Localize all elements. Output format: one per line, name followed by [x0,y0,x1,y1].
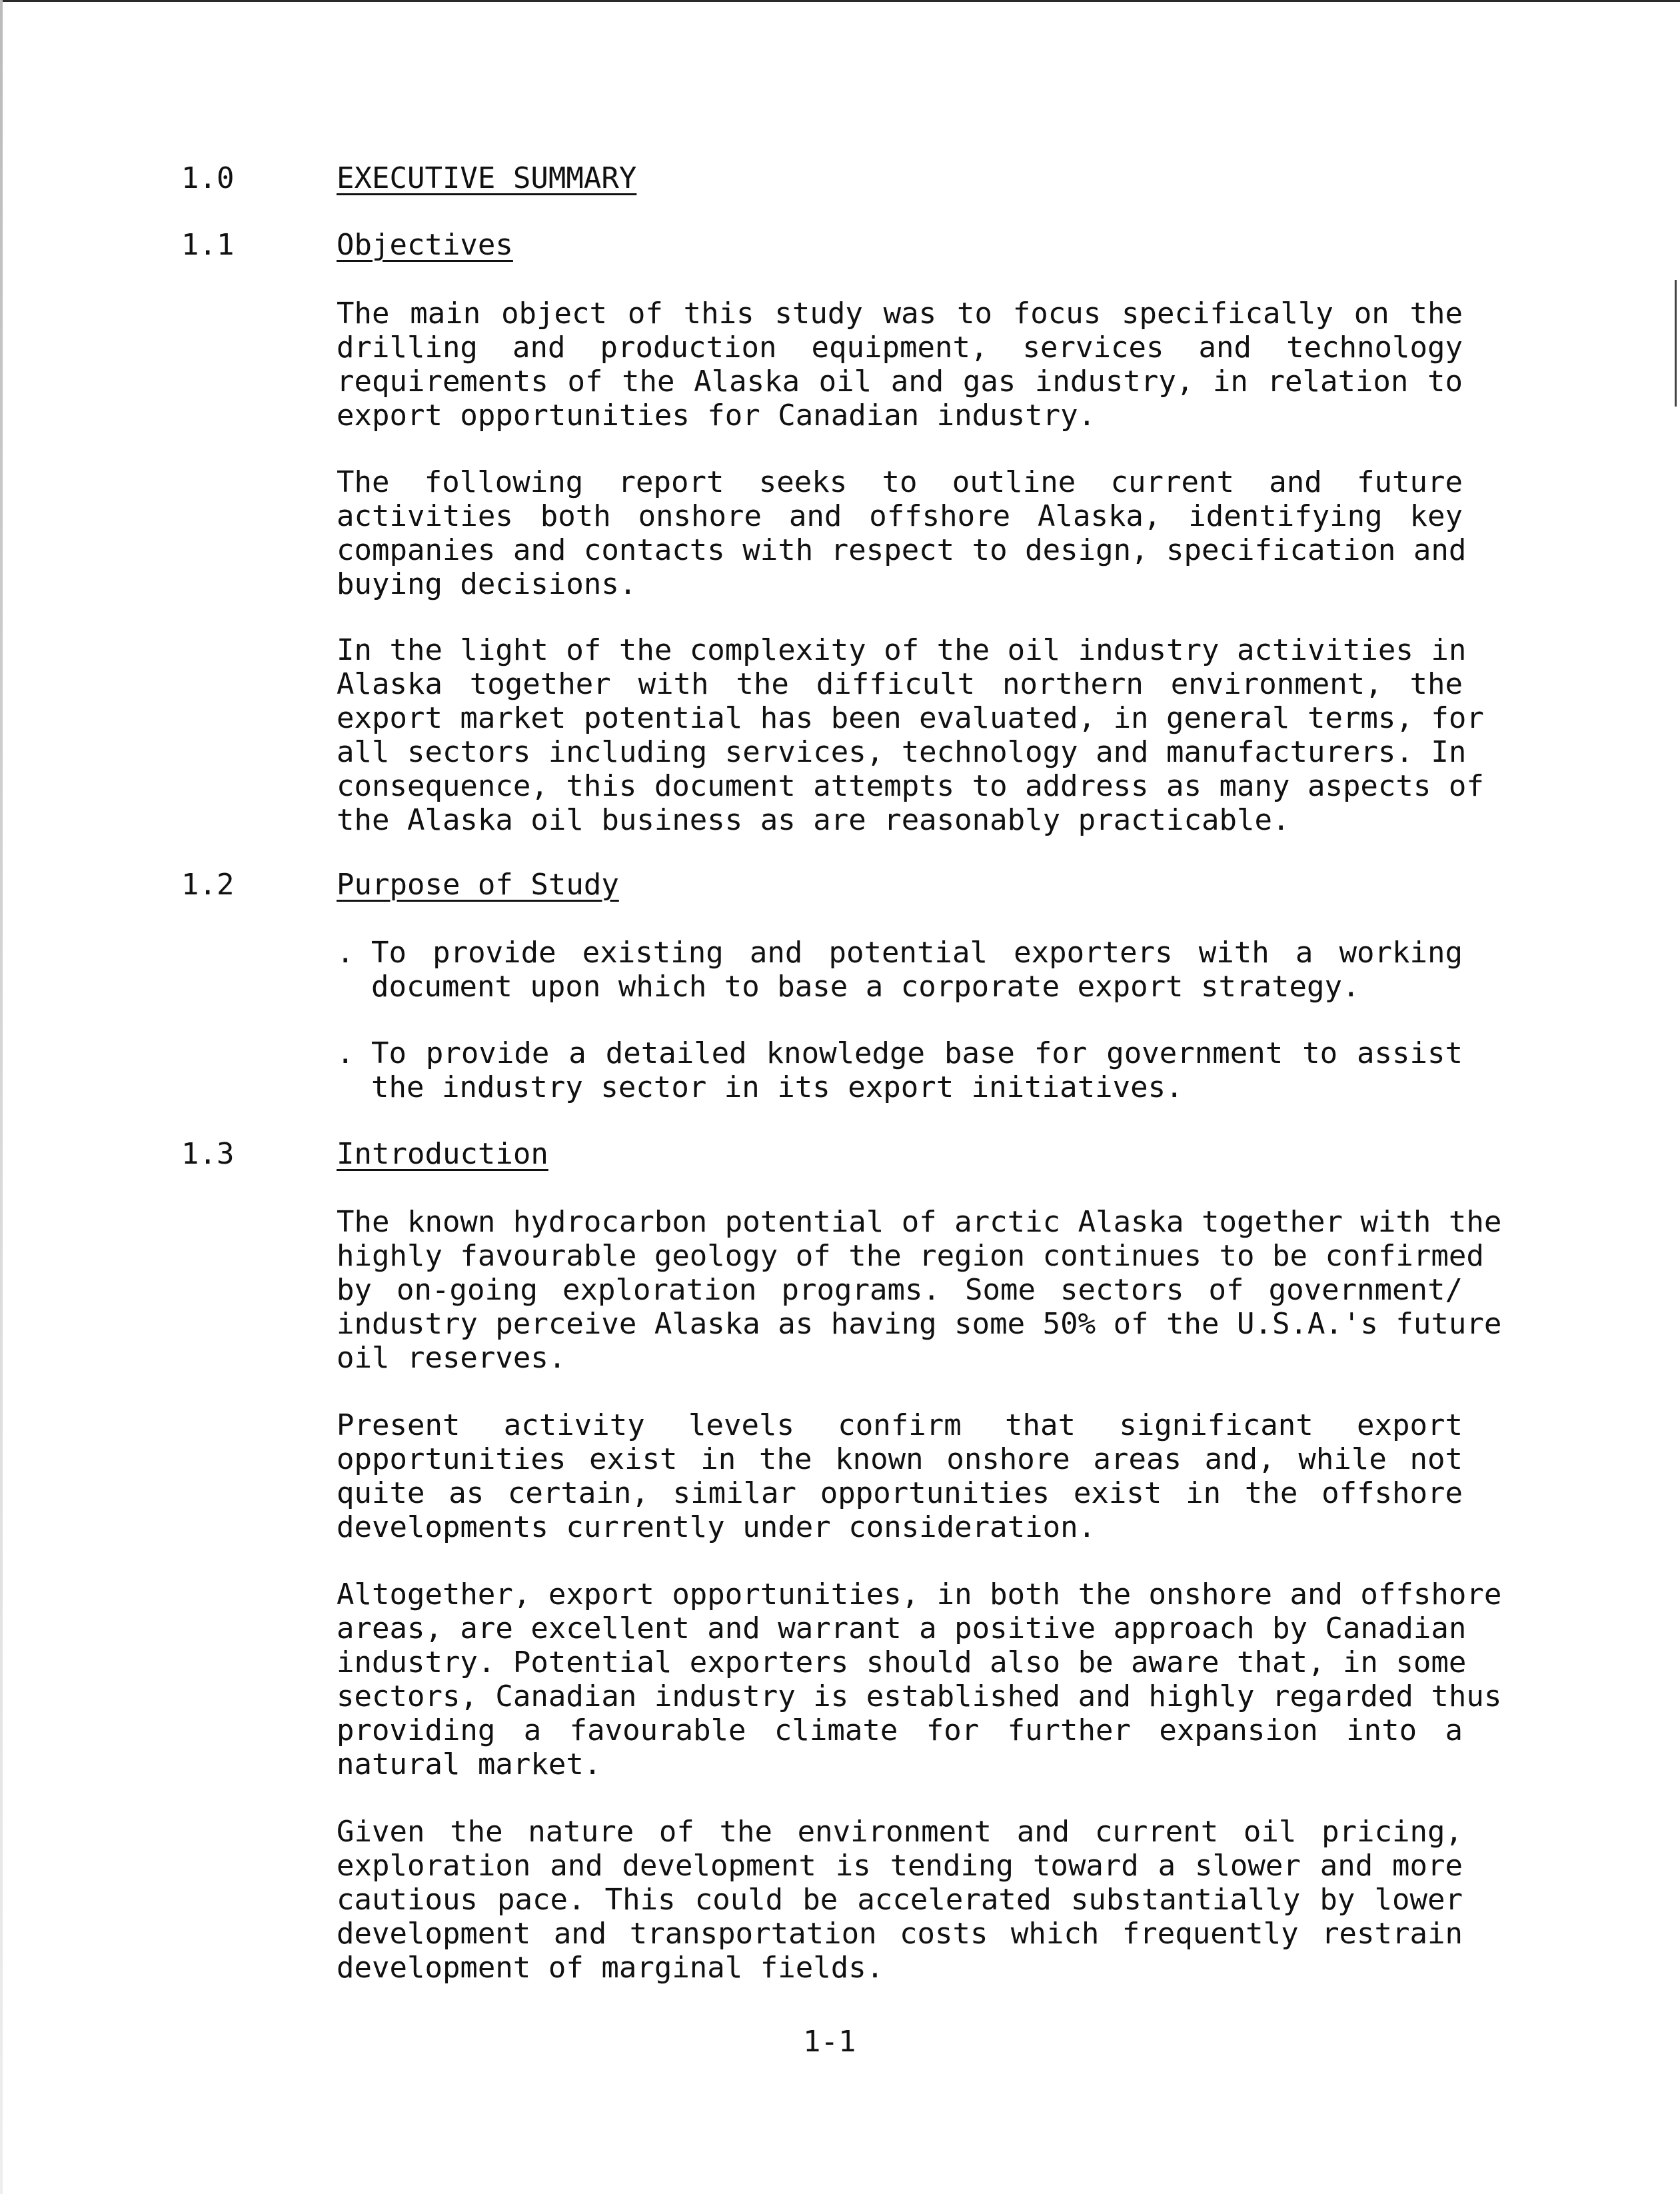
section-heading-objectives: Objectives [337,228,513,262]
objectives-paragraph [337,297,1463,433]
text-line: by on-going exploration programs. Some sectors of government/ [337,1273,1463,1307]
text-line: To provide existing and potential exporters with a working [371,936,1463,970]
text-line: sectors, Canadian industry is established and highly regarded thus [337,1679,1502,1713]
section-number: 1.1 [181,228,235,262]
text-line: opportunities exist in the known onshore areas and, while not [337,1442,1463,1476]
text-line: the industry sector in its export initiatives. [371,1070,1184,1104]
text-line: consequence, this document attempts to address as many aspects of [337,769,1484,803]
section-heading-executive-summary: EXECUTIVE SUMMARY [337,161,637,195]
bullet-marker: . [337,936,355,970]
text-line: In the light of the complexity of the oil industry activities in [337,633,1467,667]
text-line: buying decisions. [337,567,637,601]
text-line: providing a favourable climate for further expansion into a [337,1713,1463,1747]
section-number: 1.3 [181,1137,235,1171]
text-line: exploration and development is tending toward a slower and more [337,1849,1463,1883]
introduction-paragraph [337,1408,1463,1544]
text-line: quite as certain, similar opportunities exist in the offshore [337,1476,1463,1510]
text-line: export market potential has been evaluated, in general terms, for [337,701,1484,735]
section-number: 1.0 [181,161,235,195]
text-line: development of marginal fields. [337,1951,884,1985]
text-line: Alaska together with the difficult northern environment, the [337,667,1463,701]
text-line: activities both onshore and offshore Alaska, identifying key [337,499,1463,533]
text-line: industry. Potential exporters should also be aware that, in some [337,1646,1467,1679]
text-line: The following report seeks to outline current and future [337,465,1463,499]
objectives-paragraph [337,465,1467,601]
section-heading-introduction: Introduction [337,1137,548,1171]
bullet-marker: . [337,1036,355,1070]
text-line: export opportunities for Canadian industry. [337,399,1096,433]
introduction-paragraph [337,1205,1502,1375]
text-line: requirements of the Alaska oil and gas industry, in relation to [337,365,1463,399]
text-line: The main object of this study was to focus specifically on the [337,297,1463,331]
text-line: natural market. [337,1747,602,1781]
text-line: highly favourable geology of the region continues to be confirmed [337,1239,1484,1273]
text-line: To provide a detailed knowledge base for government to assist [371,1036,1463,1070]
text-line: areas, are excellent and warrant a positive approach by Canadian [337,1612,1467,1646]
text-line: document upon which to base a corporate export strategy. [371,970,1360,1004]
text-line: development and transportation costs which frequently restrain [337,1917,1463,1951]
text-line: Given the nature of the environment and current oil pricing, [337,1815,1463,1849]
text-line: the Alaska oil business as are reasonably practicable. [337,803,1290,837]
introduction-paragraph [337,1578,1502,1781]
section-number: 1.2 [181,868,235,902]
section-heading-purpose: Purpose of Study [337,868,619,902]
text-line: drilling and production equipment, services and technology [337,331,1463,365]
text-line: all sectors including services, technology and manufacturers. In [337,735,1467,769]
text-line: oil reserves. [337,1341,566,1375]
text-line: Present activity levels confirm that significant export [337,1408,1463,1442]
text-line: developments currently under consideration. [337,1510,1096,1544]
text-line: companies and contacts with respect to design, specification and [337,533,1467,567]
text-line: The known hydrocarbon potential of arctic Alaska together with the [337,1205,1502,1239]
text-line: Altogether, export opportunities, in both the onshore and offshore [337,1578,1502,1612]
text-line: industry perceive Alaska as having some 50% of the U.S.A.'s future [337,1307,1502,1341]
page-number: 1-1 [803,2025,856,2059]
introduction-paragraph [337,1815,1463,1985]
text-line: cautious pace. This could be accelerated substantially by lower [337,1883,1463,1917]
objectives-paragraph [337,633,1484,837]
